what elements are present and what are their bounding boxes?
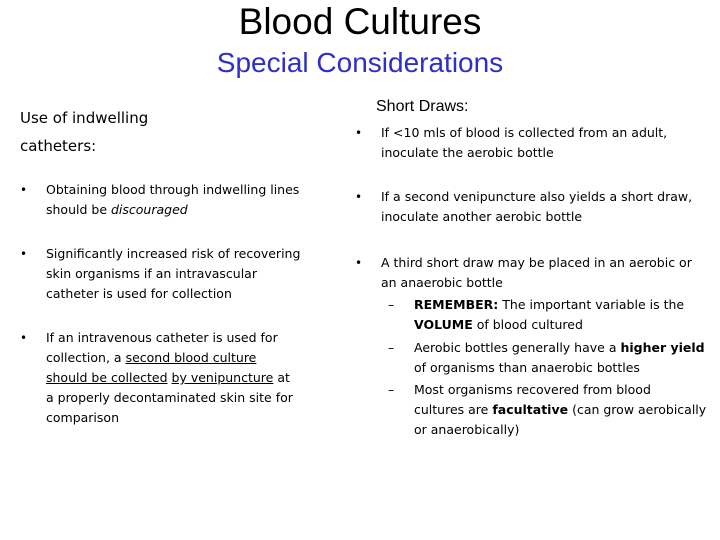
- right-bullet-2: [355, 187, 716, 227]
- right-sub-bullet-2-line2: of organisms than anaerobic bottles: [414, 360, 640, 375]
- right-sub-bullet-2-text: Aerobic bottles generally have a: [414, 340, 621, 355]
- right-sub-bullet-1: [388, 295, 714, 335]
- right-bullet-1-line1: If <10 mls of blood is collected from an adult,: [381, 125, 668, 140]
- dash-icon: –: [388, 382, 395, 397]
- left-bullet-1-line1: Obtaining blood through indwelling lines: [46, 182, 300, 197]
- left-heading-line1: Use of indwelling: [20, 109, 149, 127]
- left-bullet-3-line3: [46, 368, 336, 388]
- right-sub-bullet-3-text: cultures are: [414, 402, 493, 417]
- slide-subtitle: Special Considerations: [216, 47, 504, 78]
- left-bullet-1-line2: [46, 200, 336, 220]
- right-sub-bullet-1-line2: [414, 315, 714, 335]
- right-sub-bullet-2-bold: higher yield: [620, 340, 705, 355]
- dash-icon: –: [388, 297, 395, 312]
- right-sub-bullet-3-line1: Most organisms recovered from blood: [414, 382, 651, 397]
- left-bullet-3-text: collection, a: [46, 350, 126, 365]
- slide-title: Blood Cultures: [238, 1, 482, 42]
- left-bullet-3-text: at: [273, 370, 290, 385]
- left-bullet-3-underlined: should be collected: [46, 370, 168, 385]
- right-sub-bullet-3-bold: facultative: [492, 402, 569, 417]
- right-sub-bullet-3-line3: or anaerobically): [414, 422, 520, 437]
- right-sub-bullet-3-text: (can grow aerobically: [568, 402, 707, 417]
- right-sub-bullet-2: [388, 338, 714, 378]
- right-bullet-3-line1: A third short draw may be placed in an aerobic or: [381, 255, 692, 270]
- right-bullet-1-line2: inoculate the aerobic bottle: [381, 145, 554, 160]
- left-bullet-3-line1: If an intravenous catheter is used for: [46, 330, 278, 345]
- left-bullet-3-underlined: by venipuncture: [171, 370, 274, 385]
- left-bullet-3-line4: a properly decontaminated skin site for: [46, 390, 293, 405]
- right-sub-bullet-1-line1: [414, 295, 714, 315]
- bullet-icon: •: [355, 126, 363, 140]
- left-bullet-2: [20, 244, 336, 304]
- bullet-icon: •: [355, 190, 363, 204]
- right-column-heading: Short Draws:: [376, 98, 469, 115]
- left-bullet-1-emphasis: discouraged: [110, 202, 188, 217]
- right-bullet-2-line1: If a second venipuncture also yields a short draw,: [381, 189, 693, 204]
- left-bullet-1: [20, 180, 336, 220]
- bullet-icon: •: [355, 256, 363, 270]
- left-bullet-3-line5: comparison: [46, 410, 119, 425]
- bullet-icon: •: [20, 331, 28, 345]
- right-bullet-1: [355, 123, 716, 163]
- right-bullet-3: [355, 253, 716, 293]
- bullet-icon: •: [20, 247, 28, 261]
- left-column-heading: [20, 104, 220, 160]
- right-sub-bullet-1-text: The important variable is the: [498, 297, 685, 312]
- left-bullet-2-line2: skin organisms if an intravascular: [46, 266, 257, 281]
- left-bullet-2-line3: catheter is used for collection: [46, 286, 232, 301]
- right-sub-bullet-1-bold: REMEMBER:: [414, 297, 499, 312]
- right-bullet-2-line2: inoculate another aerobic bottle: [381, 209, 583, 224]
- right-sub-bullet-3-line2: [414, 400, 714, 420]
- left-bullet-3-underlined: second blood culture: [125, 350, 257, 365]
- bullet-icon: •: [20, 183, 28, 197]
- dash-icon: –: [388, 340, 395, 355]
- right-sub-bullet-1-text: of blood cultured: [472, 317, 583, 332]
- right-sub-bullet-2-line1: [414, 338, 714, 358]
- left-bullet-1-text: should be: [46, 202, 111, 217]
- left-heading-line2: catheters:: [20, 137, 97, 155]
- right-sub-bullet-3: [388, 380, 714, 440]
- right-bullet-3-line2: an anaerobic bottle: [381, 275, 503, 290]
- left-bullet-3-line2: [46, 348, 336, 368]
- left-bullet-2-line1: Significantly increased risk of recovering: [46, 246, 301, 261]
- left-bullet-3: [20, 328, 336, 428]
- right-sub-bullet-1-bold: VOLUME: [414, 317, 473, 332]
